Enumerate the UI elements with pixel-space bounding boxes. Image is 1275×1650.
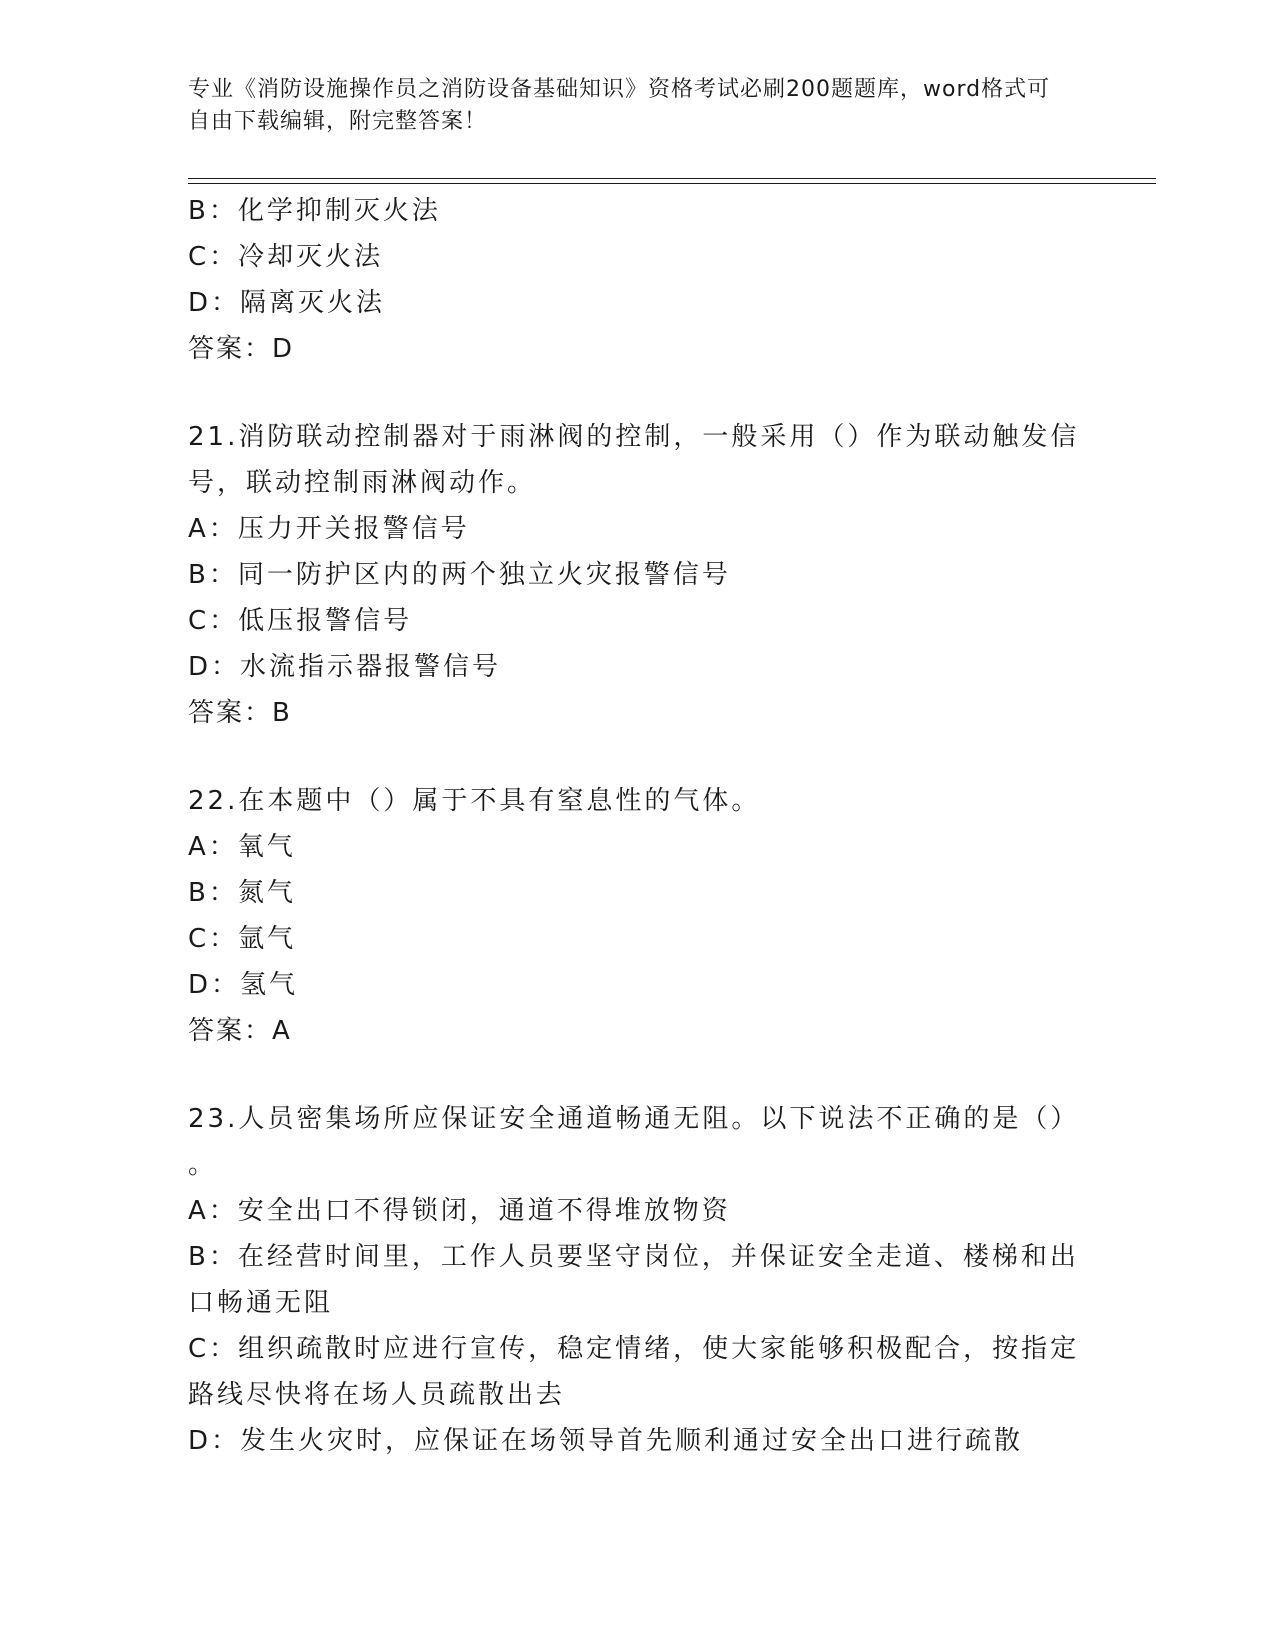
- answer-line: [188, 690, 1088, 736]
- paragraph-gap: [188, 1054, 1088, 1096]
- text-line: C：低压报警信号: [188, 606, 413, 636]
- text-line: 路线尽快将在场人员疏散出去: [188, 1380, 566, 1410]
- answer-line: [188, 1008, 1088, 1054]
- text-line: 21.消防联动控制器对于雨淋阀的控制，一般采用（）作为联动触发信: [188, 422, 1080, 452]
- text-line: 号，联动控制雨淋阀动作。: [188, 468, 537, 498]
- header-rule-top: [188, 178, 1156, 179]
- answer-line: [188, 326, 1088, 372]
- text-line: D：氢气: [188, 970, 299, 1000]
- text-line: 23.人员密集场所应保证安全通道畅通无阻。以下说法不正确的是（）: [188, 1104, 1080, 1134]
- text-line: 22.在本题中（）属于不具有窒息性的气体。: [188, 786, 761, 816]
- answer-label: 答案：: [188, 334, 273, 364]
- text-line: A：压力开关报警信号: [188, 514, 470, 544]
- paragraph-gap: [188, 372, 1088, 414]
- text-line: 。: [188, 1150, 218, 1180]
- text-line: A：氧气: [188, 832, 296, 862]
- text-line: B：化学抑制灭火法: [188, 196, 441, 226]
- answer-label: 答案：: [188, 1016, 273, 1046]
- document-header: 专业《消防设施操作员之消防设备基础知识》资格考试必刷200题题库，word格式可自由下载编辑，附完整答案！: [188, 77, 1051, 134]
- question-list: [188, 188, 1088, 1464]
- text-line: D：隔离灭火法: [188, 288, 386, 318]
- text-line: C：组织疏散时应进行宣传，稳定情绪，使大家能够积极配合，按指定: [188, 1334, 1080, 1364]
- text-line: B：在经营时间里，工作人员要坚守岗位，并保证安全走道、楼梯和出: [188, 1242, 1079, 1272]
- answer-value: B: [272, 698, 292, 728]
- answer-label: 答案：: [188, 698, 273, 728]
- paragraph-gap: [188, 736, 1088, 778]
- text-line: D：水流指示器报警信号: [188, 652, 502, 682]
- text-line: B：氮气: [188, 878, 296, 908]
- text-line: D：发生火灾时，应保证在场领导首先顺利通过安全出口进行疏散: [188, 1426, 1024, 1456]
- answer-value: D: [272, 334, 295, 364]
- text-line: C：氩气: [188, 924, 297, 954]
- answer-value: A: [272, 1016, 292, 1046]
- header-rule-bottom: [188, 183, 1156, 184]
- text-line: 口畅通无阻: [188, 1288, 334, 1318]
- text-line: C：冷却灭火法: [188, 242, 384, 272]
- text-line: A：安全出口不得锁闭，通道不得堆放物资: [188, 1196, 731, 1226]
- text-line: B：同一防护区内的两个独立火灾报警信号: [188, 560, 731, 590]
